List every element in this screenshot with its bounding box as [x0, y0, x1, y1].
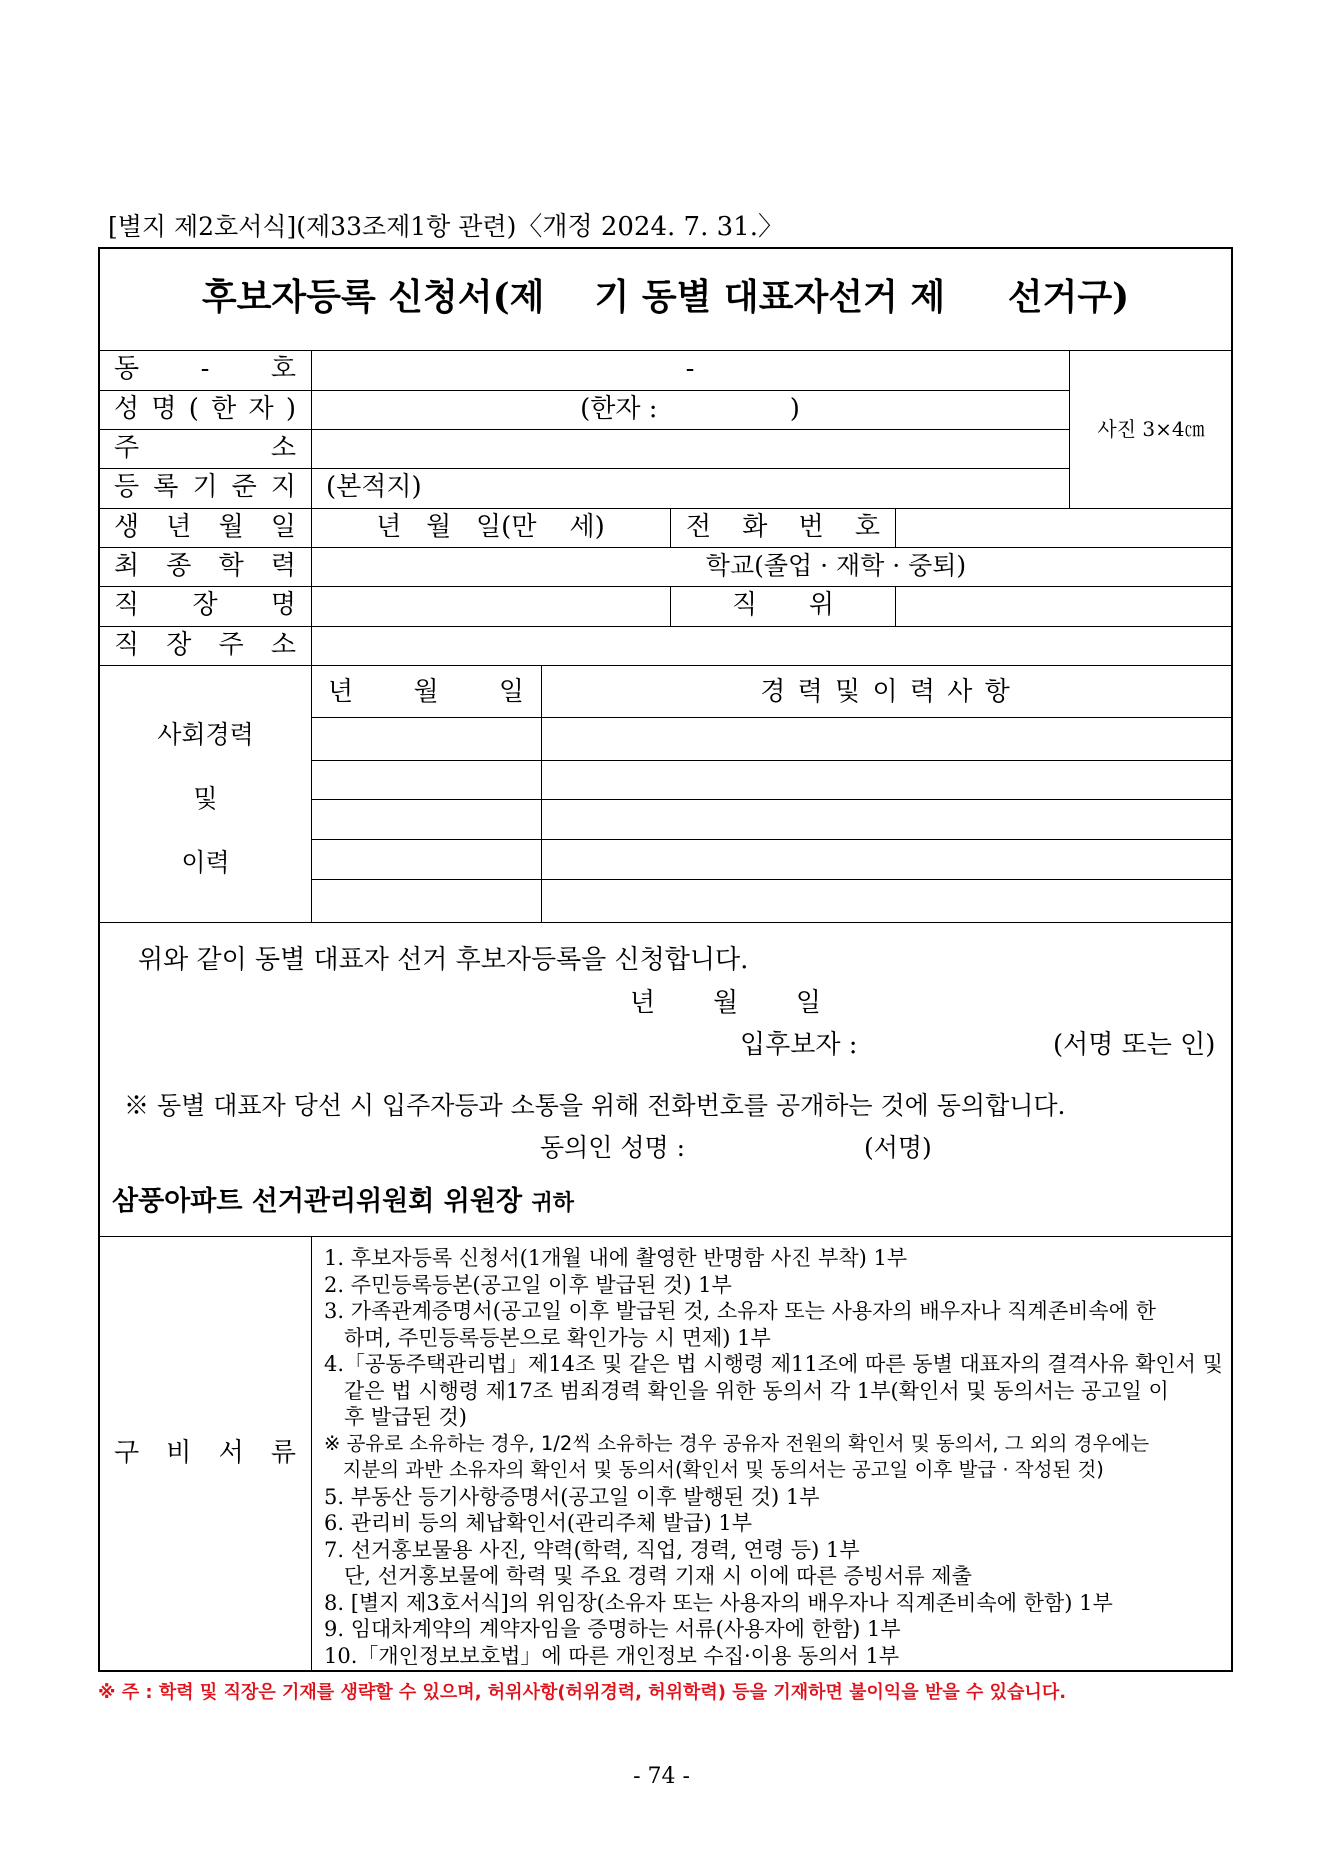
document-item: 8. [별지 제3호서식]의 위임장(소유자 또는 사용자의 배우자나 직계존비속에 한함) 1부 — [324, 1590, 1113, 1615]
document-item: 2. 주민등록등본(공고일 이후 발급된 것) 1부 — [324, 1272, 732, 1297]
career-date-header: 년 월 일 — [328, 677, 524, 707]
document-item: 지분의 과반 소유자의 확인서 및 동의서(확인서 및 동의서는 공고일 이후 발급 · 작성된 것) — [324, 1458, 1104, 1481]
addressee-suffix: 귀하 — [531, 1190, 574, 1216]
form-number: [별지 제2호서식](제33조제1항 관련) — [108, 212, 517, 241]
document-item: 5. 부동산 등기사항증명서(공고일 이후 발행된 것) 1부 — [324, 1484, 820, 1509]
document-item: 9. 임대차계약의 계약자임을 증명하는 서류(사용자에 한함) 1부 — [324, 1617, 901, 1641]
declaration-date[interactable]: 년 월 일 — [630, 988, 822, 1018]
document-item: 7. 선거홍보물용 사진, 약력(학력, 직업, 경력, 연령 등) 1부 — [324, 1537, 860, 1562]
documents-label: 구 비 서 류 — [114, 1438, 296, 1468]
document-item: ※ 공유로 소유하는 경우, 1/2씩 소유하는 경우 공유자 전원의 확인서 및 동의서, 그 외의 경우에는 — [324, 1431, 1150, 1455]
applicant-label: 입후보자 : — [740, 1030, 858, 1060]
phone-value[interactable] — [897, 514, 1231, 544]
document-item: 후 발급된 것) — [324, 1405, 467, 1429]
career-label-3: 이력 — [181, 848, 230, 877]
consenter-signature[interactable]: (서명) — [864, 1133, 932, 1162]
label-work-address: 직 장 주 소 — [114, 630, 296, 660]
workplace-value[interactable] — [313, 592, 668, 622]
document-item: 3. 가족관계증명서(공고일 이후 발급된 것, 소유자 또는 사용자의 배우자나 직계존비속에 한 — [324, 1299, 1156, 1323]
label-address: 주 소 — [114, 433, 296, 463]
label-phone: 전 화 번 호 — [686, 512, 880, 542]
document-item: 6. 관리비 등의 체납확인서(관리주체 발급) 1부 — [324, 1511, 753, 1535]
footnote: ※ 주 : 학력 및 직장은 기재를 생략할 수 있으며, 허위사항(허위경력, 허위학력) 등을 기재하면 불이익을 받을 수 있습니다. — [98, 1682, 1067, 1703]
declaration-statement: 위와 같이 동별 대표자 선거 후보자등록을 신청합니다. — [138, 945, 749, 975]
page-number: - 74 - — [633, 1764, 690, 1789]
addressee-name: 삼풍아파트 선거관리위원회 위원장 — [112, 1186, 523, 1217]
phone-consent-note: ※ 동별 대표자 당선 시 입주자등과 소통을 위해 전화번호를 공개하는 것에 동의합니다. — [124, 1091, 1066, 1120]
photo-box: 사진 3×4㎝ — [1097, 417, 1205, 441]
birth-value[interactable]: 년 월 일(만 세) — [376, 512, 605, 542]
applicant-signature[interactable]: (서명 또는 인) — [1053, 1030, 1216, 1060]
label-position: 직 위 — [732, 590, 834, 620]
label-unit: 동 - 호 — [114, 354, 296, 384]
career-label-1: 사회경력 — [157, 720, 254, 749]
document-item: 4.「공동주택관리법」제14조 및 같은 법 시행령 제11조에 따른 동별 대표자의 결격사유 확인서 및 — [324, 1352, 1223, 1376]
name-value[interactable]: (한자 : ) — [580, 394, 800, 424]
revision-date: 〈개정 2024. 7. 31.〉 — [516, 212, 784, 242]
career-label-2: 및 — [193, 784, 218, 813]
unit-value[interactable]: - — [685, 354, 695, 384]
registration-base-value[interactable]: (본적지) — [326, 472, 422, 502]
label-workplace: 직 장 명 — [114, 590, 296, 620]
education-value[interactable]: 학교(졸업 · 재학 · 중퇴) — [705, 551, 967, 580]
work-address-value[interactable] — [313, 632, 1229, 662]
address-value[interactable] — [311, 435, 1069, 465]
application-form — [98, 247, 1233, 1672]
position-value[interactable] — [897, 592, 1231, 622]
label-education: 최 종 학 력 — [114, 551, 296, 581]
documents-list — [324, 1242, 1229, 1666]
career-desc-header: 경 력 및 이 력 사 항 — [760, 677, 1012, 707]
document-item: 1. 후보자등록 신청서(1개월 내에 촬영한 반명함 사진 부착) 1부 — [324, 1246, 908, 1270]
document-item: 하며, 주민등록등본으로 확인가능 시 면제) 1부 — [324, 1325, 771, 1350]
document-item: 같은 법 시행령 제17조 범죄경력 확인을 위한 동의서 각 1부(확인서 및 동의서는 공고일 이 — [324, 1378, 1169, 1403]
label-birth: 생 년 월 일 — [114, 512, 296, 542]
form-title: 후보자등록 신청서(제 기 동별 대표자선거 제 선거구) — [201, 276, 1130, 318]
form-reference — [108, 214, 784, 240]
document-item: 10.「개인정보보호법」에 따른 개인정보 수집·이용 동의서 1부 — [324, 1643, 900, 1668]
addressee — [112, 1188, 574, 1215]
document-item: 단, 선거홍보물에 학력 및 주요 경력 기재 시 이에 따른 증빙서류 제출 — [324, 1564, 972, 1588]
consenter-label: 동의인 성명 : — [540, 1133, 686, 1162]
label-name: 성 명 ( 한 자 ) — [114, 394, 296, 424]
label-registration-base: 등 록 기 준 지 — [114, 472, 296, 502]
